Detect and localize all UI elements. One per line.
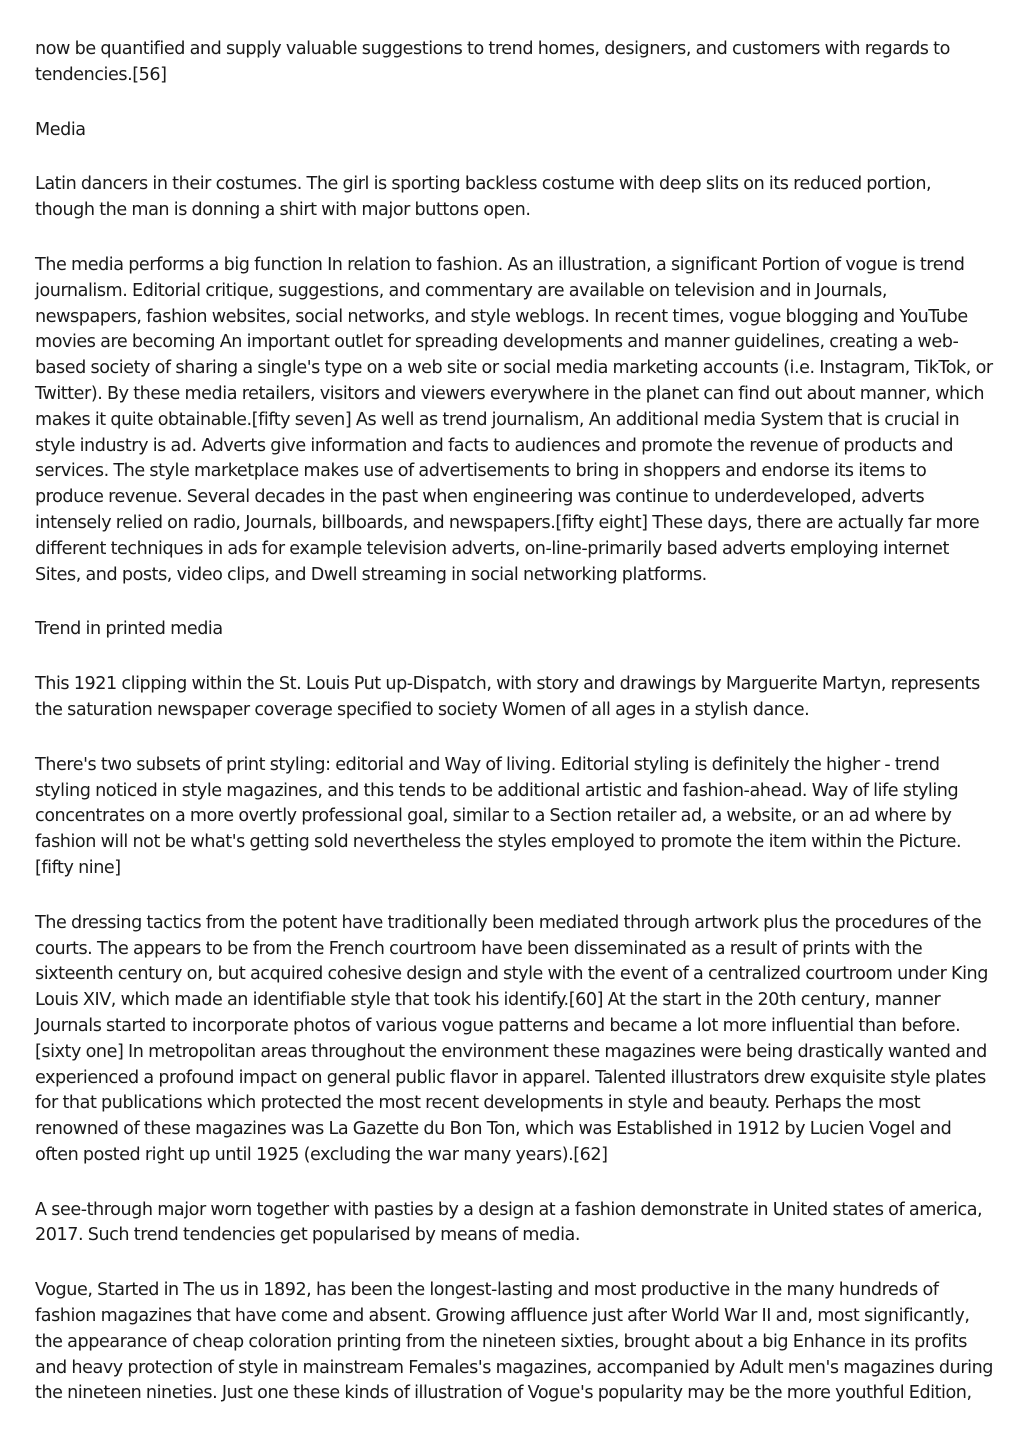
paragraph-vogue-history: Vogue, Started in The us in 1892, has been the longest-lasting and most productive in the many hundreds of fashion magazines that have come and absent. Growing affluence just after World War II and, most significantly, the appearance of cheap coloration printing from the nineteen sixties, brought about a big Enhance in its profits and heavy protection of style in mainstream Females's magazines, accompanied by Adult men's magazines during the nineteen nineties. Just one these kinds of illustration of Vogue's popularity may be the more youthful Edition, bbox=[35, 1280, 993, 1404]
image-caption-fashion-show: A see-through major worn together with pasties by a design at a fashion demonstrate in United states of america, 2017. Such trend tendencies get popularised by means of media. bbox=[35, 1199, 983, 1246]
section-heading-media: Media bbox=[35, 119, 86, 140]
paragraph-dressing-tactics: The dressing tactics from the potent have traditionally been mediated through artwork plus the procedures of the courts. The appears to be from the French courtroom have been disseminated as a result of prints with the sixteenth century on, but acquired cohesive design and style with the event of a centralized courtroom under King Louis XIV, which made an identifiable style that took his identify.[60] At the start in the 20th century, manner Journals started to incorporate photos of various vogue patterns and became a lot more influential than before.[sixty one] In metropolitan areas throughout the environment these magazines were being drastically wanted and experienced a profound impact on general public flavor in apparel. Talented illustrators drew exquisite style plates for that publications which protected the most recent developments in style and beauty. Perhaps the most renowned of these magazines was La Gazette du Bon Ton, which was Established in 1912 by Lucien Vogel and often posted right up until 1925 (excluding the war many years).[62] bbox=[35, 912, 988, 1165]
section-heading-printed-media: Trend in printed media bbox=[35, 619, 223, 640]
image-caption-1921-clipping: This 1921 clipping within the St. Louis Put up-Dispatch, with story and drawings by Marguerite Martyn, represents the saturation newspaper coverage specified to society Women of all ages in a stylish dance. bbox=[35, 674, 980, 720]
image-caption-latin-dancers: Latin dancers in their costumes. The girl is sporting backless costume with deep slits on its reduced portion, though the man is donning a shirt with major buttons open. bbox=[35, 174, 932, 221]
paragraph-intro-continued: now be quantified and supply valuable suggestions to trend homes, designers, and customers with regards to tendencies.[56] bbox=[35, 39, 950, 85]
paragraph-media-role: The media performs a big function In relation to fashion. As an illustration, a significant Portion of vogue is trend journalism. Editorial critique, suggestions, and commentary are available on television and in Journals, newspapers, fashion websites, social networks, and style weblogs. In recent times, vogue blogging and YouTube movies are becoming An important outlet for spreading developments and manner guidelines, creating a web-based society of sharing a single's type on a web site or social media marketing accounts (i.e. Instagram, TikTok, or Twitter). By these media retailers, visitors and viewers everywhere in the planet can find out about manner, which makes it quite obtainable.[fifty seven] As well as trend journalism, An additional media System that is crucial in style industry is ad. Adverts give information and facts to audiences and promote the revenue of products and services. The style marketplace makes use of advertisements to bring in shoppers and endorse its items to produce revenue. Several decades in the past when engineering was continue to underdeveloped, adverts intensely relied on radio, Journals, billboards, and newspapers.[fifty eight] These days, there are actually far more different techniques in ads for example television adverts, on-line-primarily based adverts employing internet Sites, and posts, video clips, and Dwell streaming in social networking platforms. bbox=[35, 254, 993, 585]
paragraph-print-styling: There's two subsets of print styling: editorial and Way of living. Editorial styling is definitely the higher - trend styling noticed in style magazines, and this tends to be additional artistic and fashion-ahead. Way of life styling concentrates on a more overtly professional goal, similar to a Section retailer ad, a website, or an ad where by fashion will not be what's getting sold nevertheless the styles employed to promote the item within the Picture.[fifty nine] bbox=[35, 754, 962, 878]
article-body bbox=[35, 37, 993, 1436]
